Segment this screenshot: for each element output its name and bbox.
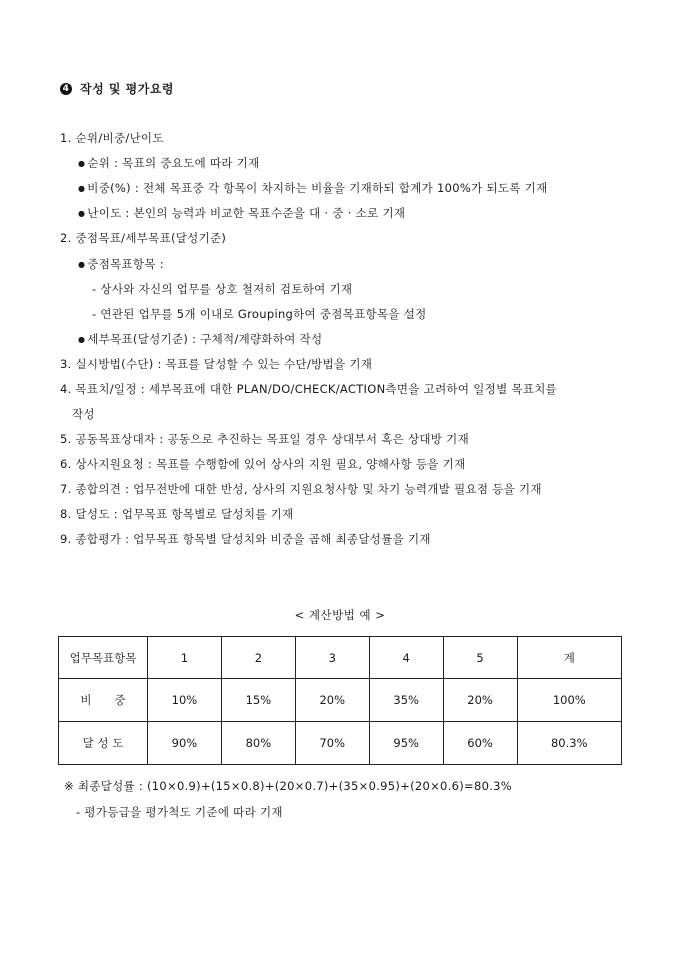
table-cell: 비 중 xyxy=(59,679,148,722)
table-cell: 10% xyxy=(148,679,222,722)
item-1-difficulty xyxy=(78,205,405,221)
item-7: 7. 종합의견 : 업무전반에 대한 반성, 상사의 지원요청사항 및 차기 능력개발 필요점 등을 기재 xyxy=(60,482,542,496)
table-cell: 업무목표항목 xyxy=(59,637,148,679)
item-2-detail-goal xyxy=(78,331,322,347)
item-2-key-goal-sub-2: - 연관된 업무를 5개 이내로 Grouping하여 중점목표항목을 설정 xyxy=(92,307,427,321)
item-1-difficulty-text: 난이도 : 본인의 능력과 비교한 목표수준을 대 · 중 · 소로 기재 xyxy=(87,206,406,220)
table-cell: 1 xyxy=(148,637,222,679)
section-heading xyxy=(60,80,174,97)
item-3: 3. 실시방법(수단) : 목표를 달성할 수 있는 수단/방법을 기재 xyxy=(60,357,373,371)
table-row xyxy=(59,722,622,765)
calculation-table xyxy=(58,636,622,765)
number-four-circle-icon: 4 xyxy=(60,83,72,95)
item-2: 2. 중점목표/세부목표(달성기준) xyxy=(60,231,227,245)
table-cell: 90% xyxy=(148,722,222,765)
formula-note: ※ 최종달성률 : (10×0.9)+(15×0.8)+(20×0.7)+(35×0.95)+(20×0.6)=80.3% xyxy=(64,779,513,793)
item-1-weight-text: 비중(%) : 전체 목표중 각 항목이 차지하는 비율을 기재하되 합계가 100%가 되도록 기재 xyxy=(87,181,548,195)
item-8: 8. 달성도 : 업무목표 항목별로 달성치를 기재 xyxy=(60,507,294,521)
table-header-row xyxy=(59,637,622,679)
table-cell: 60% xyxy=(443,722,517,765)
item-1-weight xyxy=(78,180,547,196)
item-2-detail-goal-text: 세부목표(달성기준) : 구체적/계량화하여 작성 xyxy=(87,332,323,346)
table-cell: 35% xyxy=(369,679,443,722)
table-cell: 70% xyxy=(295,722,369,765)
grade-note: - 평가등급을 평가척도 기준에 따라 기재 xyxy=(76,805,283,819)
item-4-continued: 작성 xyxy=(72,407,95,421)
table-cell: 100% xyxy=(517,679,621,722)
item-5: 5. 공동목표상대자 : 공동으로 추진하는 목표일 경우 상대부서 혹은 상대방 기재 xyxy=(60,432,469,446)
table-cell: 계 xyxy=(517,637,621,679)
item-2-key-goal xyxy=(78,256,164,272)
item-6: 6. 상사지원요청 : 목표를 수행함에 있어 상사의 지원 필요, 양해사항 등을 기재 xyxy=(60,457,466,471)
item-9: 9. 종합평가 : 업무목표 항목별 달성치와 비중을 곱해 최종달성률을 기재 xyxy=(60,532,431,546)
table-cell: 20% xyxy=(295,679,369,722)
item-4: 4. 목표치/일정 : 세부목표에 대한 PLAN/DO/CHECK/ACTION측면을 고려하여 일정별 목표치를 xyxy=(60,382,558,396)
item-2-key-goal-text: 중점목표항목 : xyxy=(87,257,164,271)
item-1-rank-text: 순위 : 목표의 중요도에 따라 기재 xyxy=(87,156,260,170)
item-1-rank xyxy=(78,155,260,171)
table-caption: < 계산방법 예 > xyxy=(294,608,386,622)
table-cell: 95% xyxy=(369,722,443,765)
item-2-key-goal-sub-1: - 상사와 자신의 업무를 상호 철저히 검토하여 기재 xyxy=(92,282,353,296)
table-cell: 80% xyxy=(221,722,295,765)
section-title-text: 작성 및 평가요령 xyxy=(80,82,175,96)
table-cell: 4 xyxy=(369,637,443,679)
table-cell: 20% xyxy=(443,679,517,722)
table-cell: 2 xyxy=(221,637,295,679)
table-cell: 5 xyxy=(443,637,517,679)
item-1: 1. 순위/비중/난이도 xyxy=(60,131,164,145)
table-cell: 3 xyxy=(295,637,369,679)
table-cell: 15% xyxy=(221,679,295,722)
table-row xyxy=(59,679,622,722)
table-cell: 달 성 도 xyxy=(59,722,148,765)
table-cell: 80.3% xyxy=(517,722,621,765)
